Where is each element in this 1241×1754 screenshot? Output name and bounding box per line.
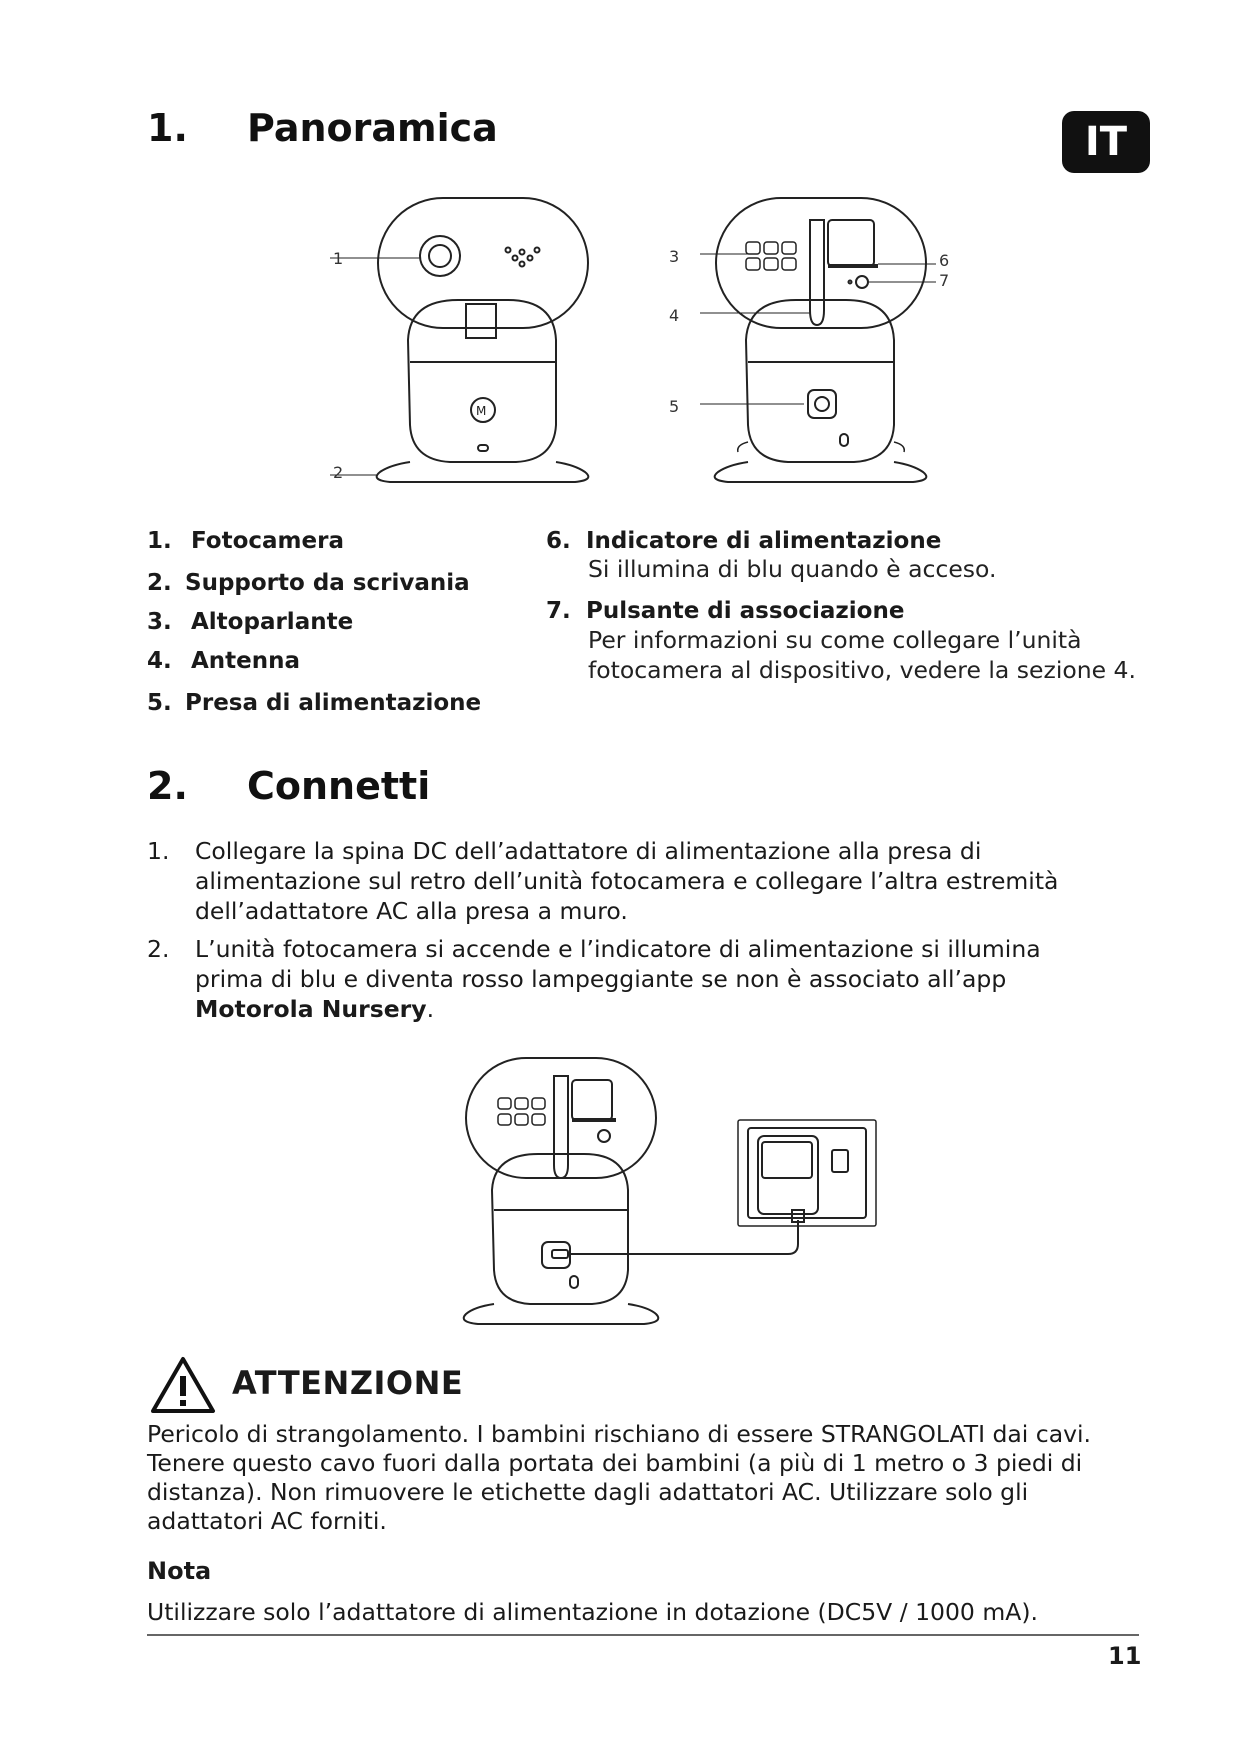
svg-text:M: M	[476, 404, 487, 418]
item-number: 3.	[147, 609, 172, 635]
callout-2: 2	[333, 463, 344, 482]
list-item	[147, 934, 1107, 1024]
warning-text: Pericolo di strangolamento. I bambini rischiano di essere STRANGOLATI dai cavi. Tenere questo cavo fuori dalla portata dei bambini (a più di 1 metro o 3 piedi di distanza). Non rimuovere le etichette dagli adattatori AC. Utilizzare solo gli adattatori AC forniti.	[147, 1420, 1092, 1535]
camera-back-illustration	[700, 190, 980, 490]
section-title: Panoramica	[247, 106, 498, 150]
item-number: 6.	[546, 528, 571, 554]
callout-1: 1	[333, 249, 344, 268]
page-number: 11	[1108, 1642, 1142, 1670]
item-label: Antenna	[191, 648, 301, 674]
list-item	[147, 836, 1107, 926]
section-title: Connetti	[247, 764, 431, 808]
list-item	[546, 598, 904, 624]
step-text: Collegare la spina DC dell’adattatore di alimentazione alla presa di alimentazione sul retro dell’unità fotocamera e collegare l’altra estremità dell’adattatore AC alla presa a muro.	[195, 837, 1059, 925]
language-badge: IT	[1062, 111, 1150, 173]
item-number: 5.	[147, 690, 172, 716]
list-item	[147, 648, 300, 674]
footer-divider	[147, 1634, 1139, 1636]
item-label: Supporto da scrivania	[185, 570, 470, 596]
list-item	[546, 528, 941, 554]
connect-steps	[147, 836, 1107, 1032]
list-item	[147, 609, 353, 635]
callout-5: 5	[669, 397, 680, 416]
warning-triangle-icon	[150, 1356, 216, 1418]
step-text-end: .	[426, 995, 435, 1023]
item-number: 7.	[546, 598, 571, 624]
item-label: Indicatore di alimentazione	[586, 528, 942, 554]
callout-4: 4	[669, 306, 680, 325]
list-item	[147, 528, 344, 554]
section-number: 2.	[147, 764, 188, 808]
item-description: Si illumina di blu quando è acceso.	[588, 555, 997, 583]
list-item	[147, 570, 470, 596]
item-number: 4.	[147, 648, 172, 674]
note-text: Utilizzare solo l’adattatore di alimentazione in dotazione (DC5V / 1000 mA).	[147, 1598, 1038, 1626]
item-label: Fotocamera	[191, 528, 344, 554]
item-number: 2.	[147, 570, 172, 596]
note-title: Nota	[147, 1557, 212, 1585]
callout-6: 6	[939, 251, 950, 270]
camera-connection-illustration	[458, 1050, 898, 1340]
callout-3: 3	[669, 247, 680, 266]
item-label: Altoparlante	[191, 609, 354, 635]
item-number: 1.	[147, 528, 172, 554]
warning-title: ATTENZIONE	[232, 1364, 464, 1402]
step-number: 2.	[147, 935, 170, 963]
list-item	[147, 690, 481, 716]
item-description: Per informazioni su come collegare l’unità fotocamera al dispositivo, vedere la sezione 4.	[588, 626, 1136, 684]
item-label: Presa di alimentazione	[185, 690, 482, 716]
item-label: Pulsante di associazione	[586, 598, 905, 624]
app-name: Motorola Nursery	[195, 995, 427, 1023]
callout-7: 7	[939, 271, 950, 290]
step-text: L’unità fotocamera si accende e l’indicatore di alimentazione si illumina prima di blu e diventa rosso lampeggiante se non è associato all’app	[195, 935, 1041, 993]
section-number: 1.	[147, 106, 188, 150]
step-number: 1.	[147, 837, 170, 865]
camera-front-illustration	[330, 190, 610, 490]
